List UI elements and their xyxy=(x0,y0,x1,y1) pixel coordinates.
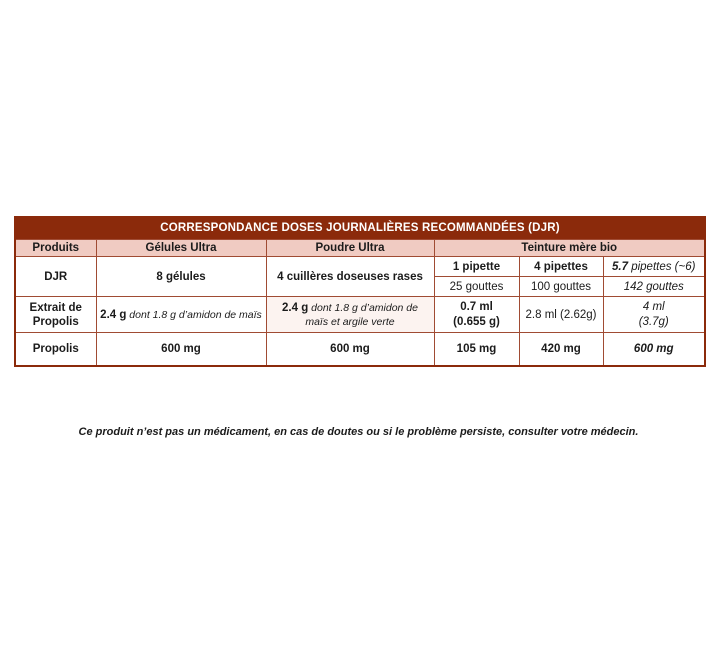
djr-gelules-value: 8 gélules xyxy=(96,257,266,297)
extrait-teinture-3-ml: 4 ml xyxy=(642,300,665,313)
djr-teinture-142-gouttes: 142 gouttes xyxy=(603,277,705,297)
djr-row-pipettes xyxy=(15,257,705,277)
djr-teinture-1-pipette: 1 pipette xyxy=(434,257,519,277)
propolis-gelules-value: 600 mg xyxy=(96,333,266,367)
header-teinture-mere-bio: Teinture mère bio xyxy=(434,240,705,257)
extrait-teinture-3-value xyxy=(603,297,705,333)
propolis-teinture-2-value: 420 mg xyxy=(519,333,603,367)
djr-poudre-value: 4 cuillères doseuses rases xyxy=(266,257,434,297)
extrait-gelules-value xyxy=(96,297,266,333)
extrait-teinture-1-g: (0.655 g) xyxy=(453,315,500,328)
extrait-teinture-2-value: 2.8 ml (2.62g) xyxy=(519,297,603,333)
djr-teinture-25-gouttes: 25 gouttes xyxy=(434,277,519,297)
medical-disclaimer: Ce produit n’est pas un médicament, en cas de doutes ou si le problème persiste, consulter votre médecin. xyxy=(78,426,639,438)
propolis-teinture-1-value: 105 mg xyxy=(434,333,519,367)
extrait-poudre-detail: dont 1.8 g d’amidon de maïs et argile verte xyxy=(305,301,418,328)
extrait-teinture-3-g: (3.7g) xyxy=(638,315,669,328)
doses-table xyxy=(14,216,706,367)
propolis-teinture-3-value: 600 mg xyxy=(603,333,705,367)
extrait-gelules-detail: dont 1.8 g d’amidon de maïs xyxy=(126,308,262,321)
header-poudre-ultra: Poudre Ultra xyxy=(266,240,434,257)
extrait-gelules-amount: 2.4 g xyxy=(100,308,127,321)
djr-correspondence-table xyxy=(14,216,704,367)
djr-57-unit: pipettes (~6) xyxy=(628,260,696,273)
table-title-row xyxy=(15,217,705,240)
extrait-propolis-row xyxy=(15,297,705,333)
propolis-poudre-value: 600 mg xyxy=(266,333,434,367)
extrait-poudre-value xyxy=(266,297,434,333)
djr-teinture-57-pipettes xyxy=(603,257,705,277)
table-header-row xyxy=(15,240,705,257)
extrait-teinture-1-ml: 0.7 ml xyxy=(460,300,493,313)
djr-teinture-100-gouttes: 100 gouttes xyxy=(519,277,603,297)
extrait-poudre-amount: 2.4 g xyxy=(282,301,309,314)
djr-57-number: 5.7 xyxy=(612,260,629,273)
propolis-row-label: Propolis xyxy=(15,333,96,367)
extrait-row-label: Extrait de Propolis xyxy=(15,297,96,333)
djr-teinture-4-pipettes: 4 pipettes xyxy=(519,257,603,277)
propolis-row xyxy=(15,333,705,367)
extrait-teinture-1-value xyxy=(434,297,519,333)
djr-row-label: DJR xyxy=(15,257,96,297)
header-produits: Produits xyxy=(15,240,96,257)
header-gelules-ultra: Gélules Ultra xyxy=(96,240,266,257)
table-title: CORRESPONDANCE DOSES JOURNALIÈRES RECOMMANDÉES (DJR) xyxy=(15,217,705,240)
